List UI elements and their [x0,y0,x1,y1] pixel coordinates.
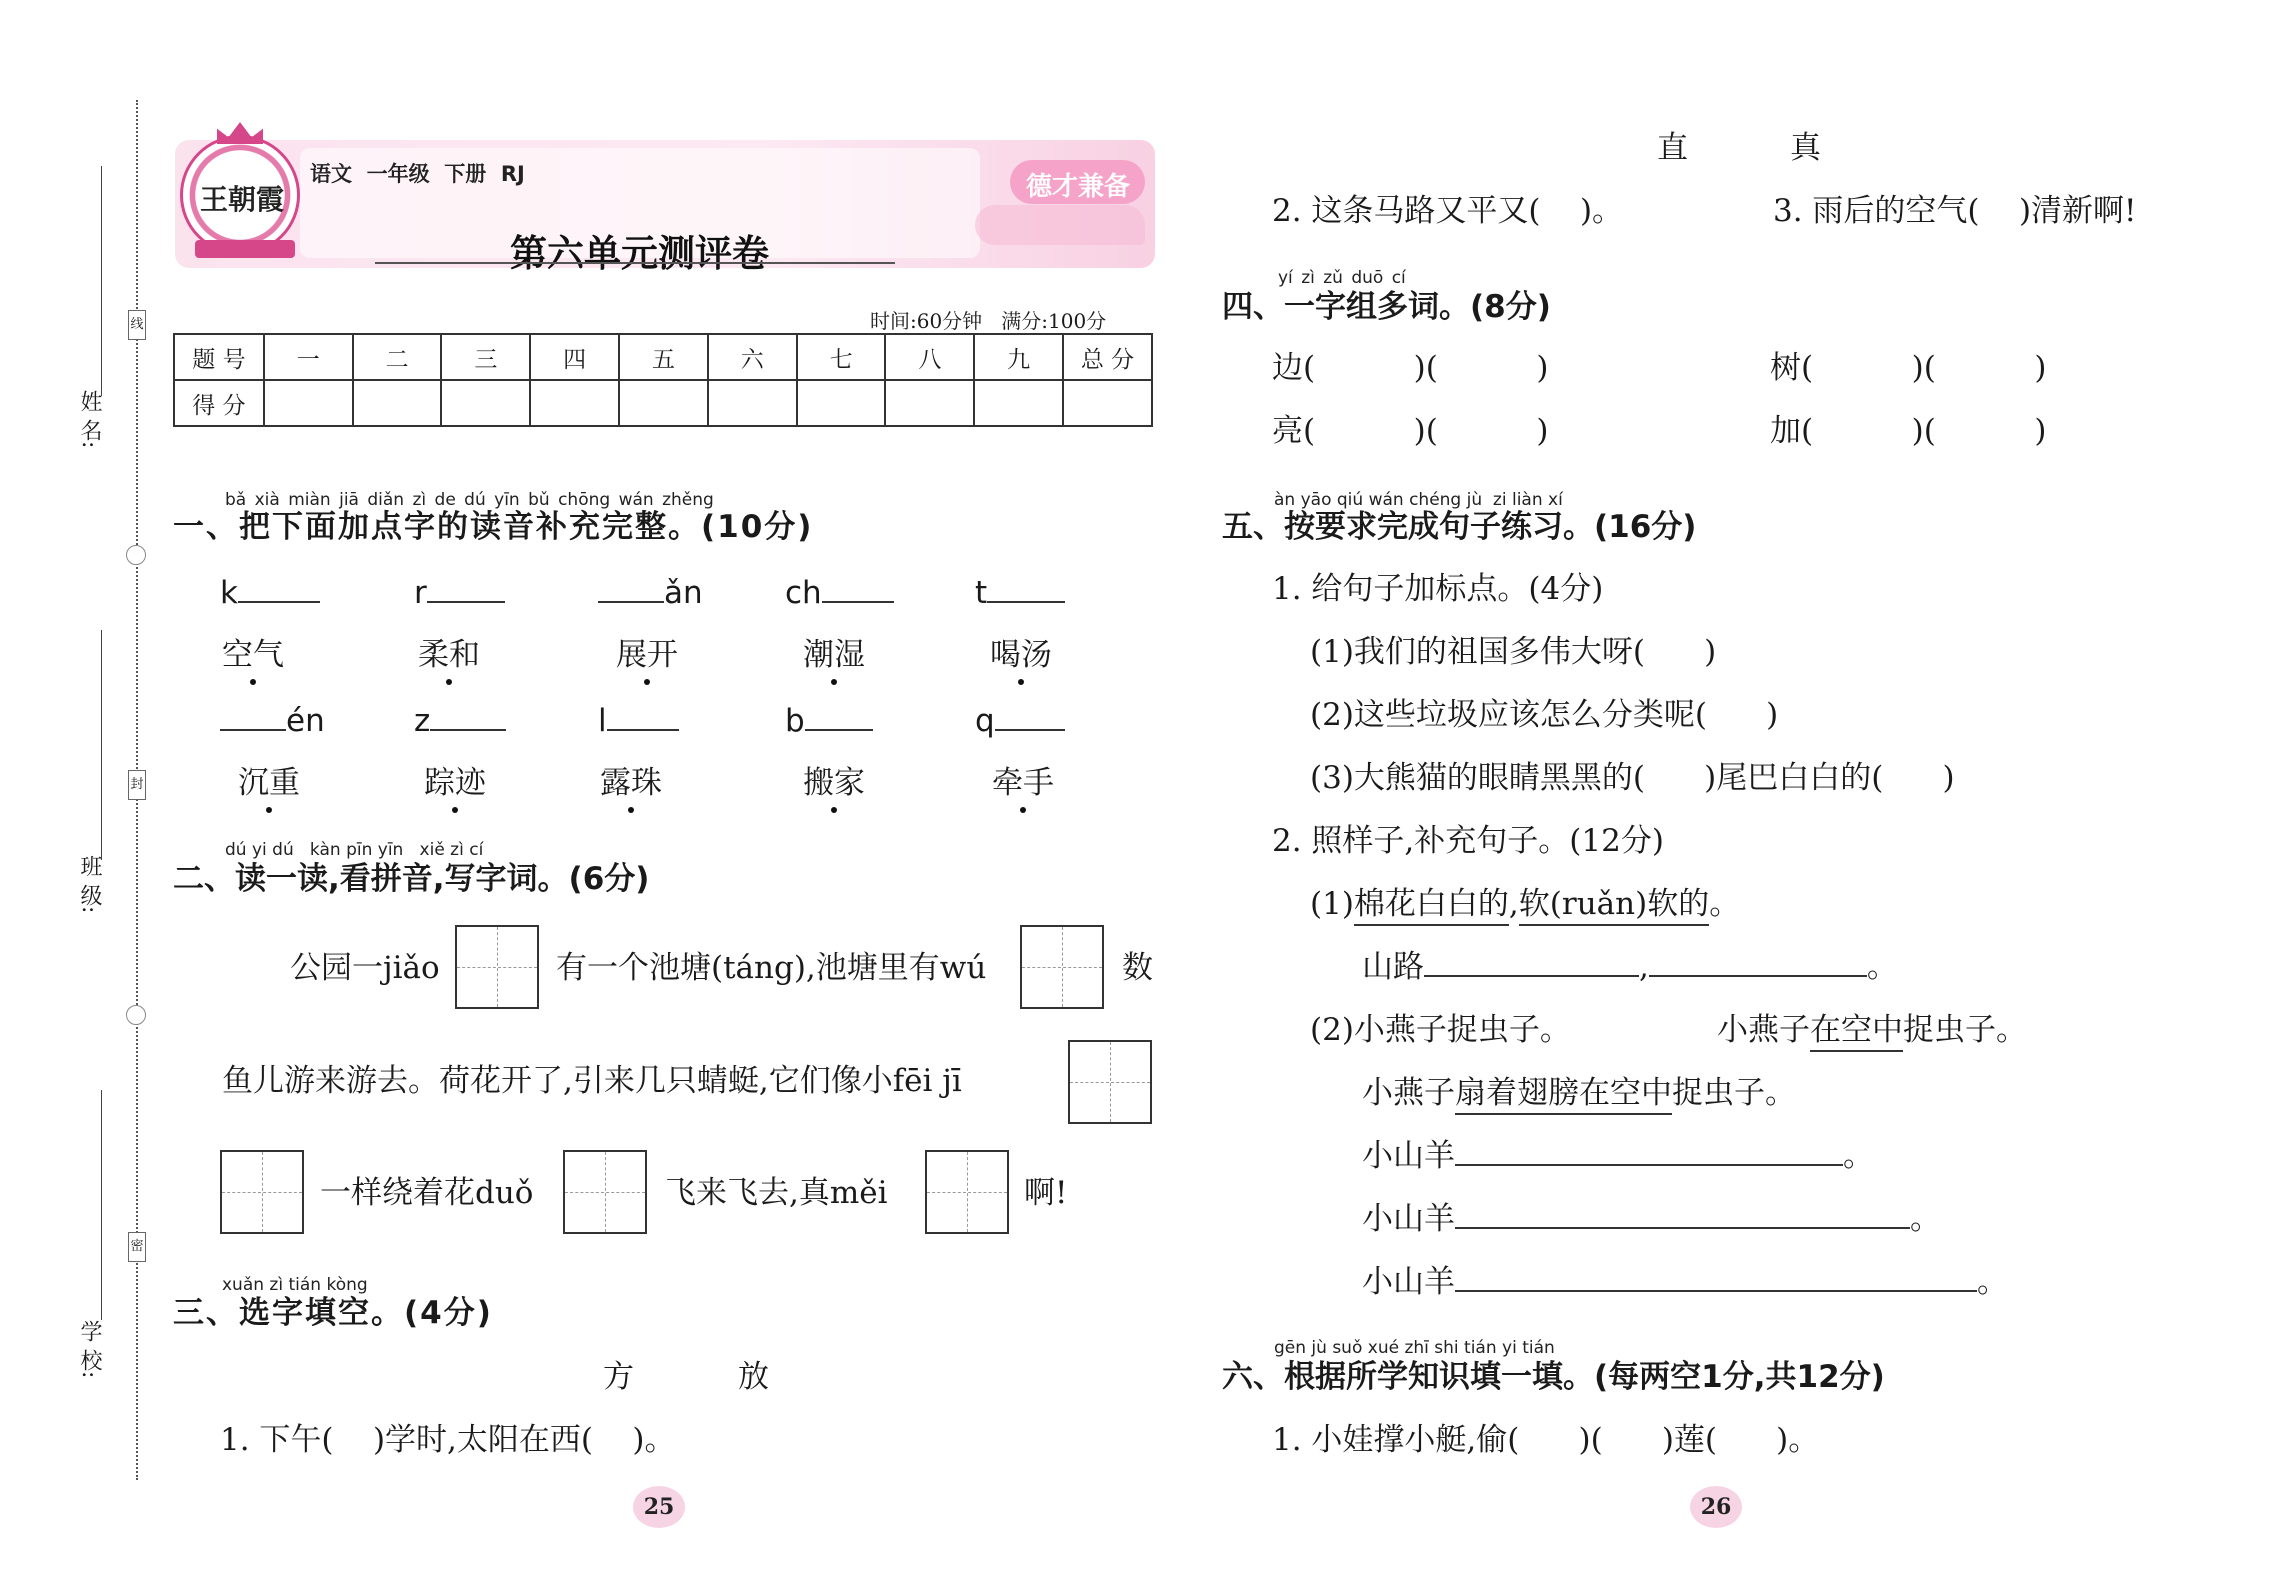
q5-part1-item-3: (3)大熊猫的眼睛黑黑的( )尾巴白白的( ) [1310,760,1955,796]
binding-solid-line-school [101,1090,102,1320]
answer-blank[interactable] [822,599,894,603]
title-underline [375,262,895,264]
answer-blank[interactable] [1424,973,1639,977]
q1-word-qianshou: 牵手 [992,765,1054,801]
q2-line3-a: 一样绕着花duǒ [320,1175,534,1211]
score-input-cell[interactable] [441,380,530,426]
q1-word-chaoshi: 潮湿 [803,637,865,673]
q1-title: 一、把下面加点字的读音补充完整。(10分) [173,509,814,545]
binding-hole-icon [126,1005,146,1025]
q4-item-jia: 加( )( ) [1770,413,2047,449]
q3-choice-zhen: 真 [1790,130,1821,166]
q2-line3-b: 飞来飞去,真měi [665,1175,888,1211]
table-cell: 二 [353,334,442,380]
q5-part1-item-2: (2)这些垃圾应该怎么分类呢( ) [1310,697,1779,733]
q5-example-2b: 小燕子在空中捉虫子。 [1717,1015,2027,1046]
score-table-header-row [174,334,1152,380]
table-cell: 七 [797,334,886,380]
q1-word-rouhe: 柔和 [418,637,480,673]
answer-blank[interactable] [220,727,286,731]
q3-pinyin: xuǎn zì tián kòng [222,1275,368,1295]
q1-word-zongji: 踪迹 [424,765,486,801]
answer-blank[interactable] [427,599,505,603]
q1-pinyin: bǎ xià miàn jiā diǎn zì de dú yīn bǔ chōng wán zhěng [225,490,714,510]
q5-goat-line-2: 小山羊 。 [1362,1201,1941,1237]
q3-title: 三、选字填空。(4分) [173,1295,493,1331]
q4-pinyin: yí zì zǔ duō cí [1278,268,1406,288]
q5-title: 五、按要求完成句子练习。(16分) [1222,509,1697,545]
q5-example-2c: 小燕子扇着翅膀在空中捉虫子。 [1362,1078,1796,1109]
score-input-cell[interactable] [797,380,886,426]
q2-line2-a: 鱼儿游来游去。荷花开了,引来几只蜻蜓,它们像小fēi jī [222,1063,962,1099]
table-cell: 五 [619,334,708,380]
q1-word-zhankai: 展开 [616,637,678,673]
answer-blank[interactable] [805,727,873,731]
q6-pinyin: gēn jù suǒ xué zhī shi tián yi tián [1274,1338,1555,1358]
motto-text: 德才兼备 [1025,172,1130,202]
q3-sentence-1: 1. 下午( )学时,太阳在西( )。 [220,1422,676,1458]
q2-line1-a: 公园一jiǎo [290,950,440,986]
table-cell: 九 [974,334,1063,380]
q1-blank-ch: ch [785,578,894,609]
q4-item-liang: 亮( )( ) [1272,413,1549,449]
binding-mark-feng: 封 [128,770,146,800]
binding-mark-mi: 密 [128,1232,146,1262]
exam-title: 第六单元测评卷 [510,232,769,275]
answer-blank[interactable] [1455,1225,1910,1229]
answer-blank[interactable] [430,727,506,731]
brand-crown-icon [217,122,263,144]
table-cell: 四 [530,334,619,380]
decorative-cloud-swirl [975,205,1145,245]
score-input-cell[interactable] [1063,380,1152,426]
answer-blank[interactable] [1455,1288,1977,1292]
tianzige-writing-box[interactable] [455,925,539,1009]
score-input-cell[interactable] [974,380,1063,426]
school-label: 学 校: [77,1320,102,1379]
q6-title: 六、根据所学知识填一填。(每两空1分,共12分) [1222,1359,1885,1395]
q2-title: 二、读一读,看拼音,写字词。(6分) [173,861,650,897]
score-input-cell[interactable] [885,380,974,426]
brand-ribbon [195,240,295,258]
answer-blank[interactable] [607,727,679,731]
binding-solid-line-class [101,630,102,860]
q1-blank-t: t [975,578,1065,609]
answer-blank[interactable] [1455,1162,1843,1166]
q3-choice-fang: 方 [603,1359,634,1395]
q5-part2-title: 2. 照样子,补充句子。(12分) [1272,823,1664,859]
name-label: 姓 名: [77,390,102,449]
q5-goat-line-1: 小山羊 。 [1362,1138,1874,1174]
q4-title: 四、一字组多词。(8分) [1222,289,1551,325]
tianzige-writing-box[interactable] [1068,1040,1152,1124]
binding-solid-line-name [101,166,102,396]
q1-blank-q: q [975,706,1065,737]
score-input-cell[interactable] [619,380,708,426]
q5-example-1: (1)棉花白白的,软(ruǎn)软的。 [1310,889,1740,920]
q1-blank-l: l [598,706,679,737]
q1-word-chenzhong: 沉重 [238,765,300,801]
score-input-cell[interactable] [708,380,797,426]
answer-blank[interactable] [598,599,664,603]
q1-word-luzhu: 露珠 [600,765,662,801]
score-input-cell[interactable] [264,380,353,426]
q1-blank-z: z [414,706,506,737]
q3-choice-fang2: 放 [738,1359,769,1395]
score-table-score-row [174,380,1152,426]
q1-blank-k: k [220,578,320,609]
score-table [173,333,1153,427]
tianzige-writing-box[interactable] [925,1150,1009,1234]
q1-blank-b: b [785,706,873,737]
q1-blank-r: r [414,578,505,609]
tianzige-writing-box[interactable] [1020,925,1104,1009]
answer-blank[interactable] [995,727,1065,731]
tianzige-writing-box[interactable] [563,1150,647,1234]
tianzige-writing-box[interactable] [220,1150,304,1234]
q4-item-bian: 边( )( ) [1272,350,1549,386]
q2-pinyin: dú yi dú kàn pīn yīn xiě zì cí [225,840,484,860]
table-cell: 一 [264,334,353,380]
q5-example-2a: (2)小燕子捉虫子。 [1310,1012,1571,1048]
q1-blank-en: én [220,706,325,737]
page-number: 25 [633,1486,685,1528]
q5-mountain-road-line: 山路 , 。 [1362,949,1898,985]
table-cell: 六 [708,334,797,380]
answer-blank[interactable] [987,599,1065,603]
q3-sentence-2: 2. 这条马路又平又( )。 [1272,193,1624,229]
q4-item-shu: 树( )( ) [1770,350,2047,386]
class-label: 班 级: [77,855,102,914]
answer-blank[interactable] [1649,973,1867,977]
table-cell: 八 [885,334,974,380]
q1-blank-an: ǎn [598,578,703,609]
table-cell: 总 分 [1063,334,1152,380]
q2-line1-c: 数 [1122,950,1153,986]
binding-hole-icon [126,545,146,565]
q5-part1-title: 1. 给句子加标点。(4分) [1272,571,1604,607]
score-input-cell[interactable] [353,380,442,426]
q5-goat-line-3: 小山羊 。 [1362,1264,2008,1300]
answer-blank[interactable] [238,599,320,603]
time-info: 时间:60分钟 满分:100分 [870,309,1107,333]
q3-sentence-3: 3. 雨后的空气( )清新啊! [1773,193,2137,229]
q1-word-kongqi: 空气 [222,637,284,673]
table-cell: 得 分 [174,380,264,426]
q2-line1-b: 有一个池塘(táng),池塘里有wú [556,950,987,986]
q2-line3-c: 啊! [1024,1175,1068,1211]
brand-logo: 王朝霞 [199,183,284,216]
q1-word-banjia: 搬家 [803,765,865,801]
q1-word-hetang: 喝汤 [990,637,1052,673]
q6-sentence-1: 1. 小娃撑小艇,偷( )( )莲( )。 [1272,1422,1820,1458]
table-cell: 题 号 [174,334,264,380]
q5-pinyin: àn yāo qiú wán chéng jù zi liàn xí [1274,490,1563,510]
subject-grade-meta: 语文 一年级 下册 RJ [310,162,525,186]
q5-part1-item-1: (1)我们的祖国多伟大呀( ) [1310,634,1717,670]
score-input-cell[interactable] [530,380,619,426]
page-number: 26 [1690,1486,1742,1528]
binding-mark-xian: 线 [128,310,146,340]
q3-choice-zhi: 直 [1657,130,1688,166]
table-cell: 三 [441,334,530,380]
